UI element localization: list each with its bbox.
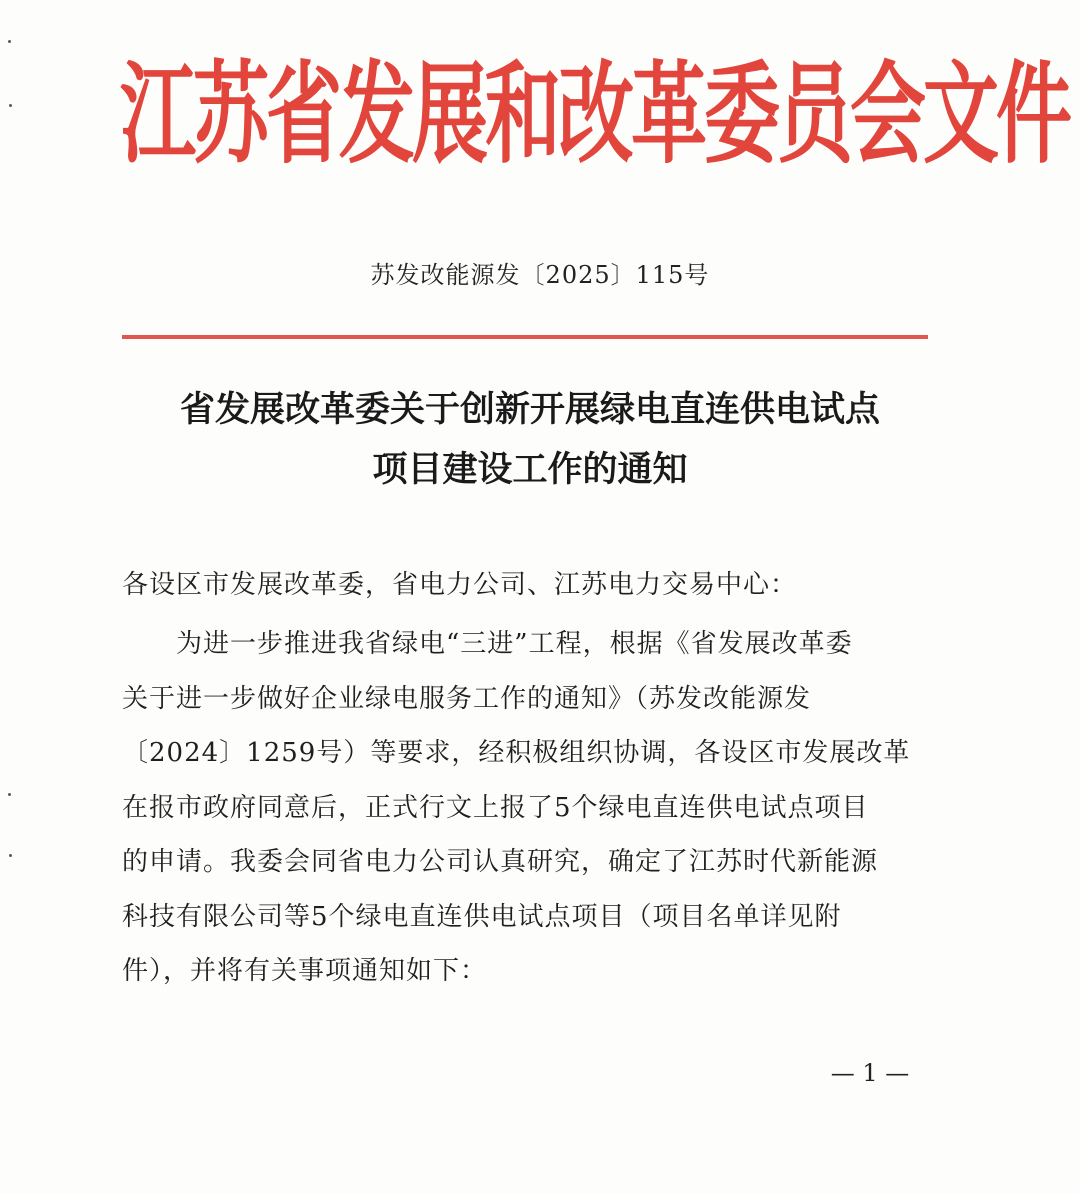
body-line: 的申请。我委会同省电力公司认真研究，确定了江苏时代新能源 [122, 847, 879, 877]
scan-speck [8, 40, 11, 43]
title-line-2: 项目建设工作的通知 [372, 450, 688, 490]
body-line: 科技有限公司等5个绿电直连供电试点项目（项目名单详见附 [122, 901, 842, 932]
body-line: 件），并将有关事项通知如下： [122, 956, 488, 986]
title-line-1: 省发展改革委关于创新开展绿电直连供电试点 [179, 390, 880, 430]
red-separator-rule [122, 335, 928, 339]
masthead: 江苏省发展和改革委员会文件 [120, 49, 1069, 179]
body-line: 在报市政府同意后，正式行文上报了5个绿电直连供电试点项目 [122, 792, 869, 823]
document-title [110, 380, 950, 500]
addressee-line: 各设区市发展改革委，省电力公司、江苏电力交易中心： [122, 570, 798, 600]
document-number: 苏发改能源发〔2025〕115号 [370, 261, 710, 289]
page-number: — 1 — [830, 1059, 910, 1087]
body-line: 关于进一步做好企业绿电服务工作的通知》（苏发改能源发 [122, 683, 812, 714]
body-line: 为进一步推进我省绿电“三进”工程，根据《省发展改革委 [176, 629, 853, 659]
scan-speck [8, 793, 11, 796]
scan-speck [9, 104, 12, 107]
scan-speck [9, 854, 12, 857]
body-line: 〔2024〕1259号）等要求，经积极组织协调，各设区市发展改革 [122, 738, 911, 768]
body-paragraph [122, 617, 942, 999]
